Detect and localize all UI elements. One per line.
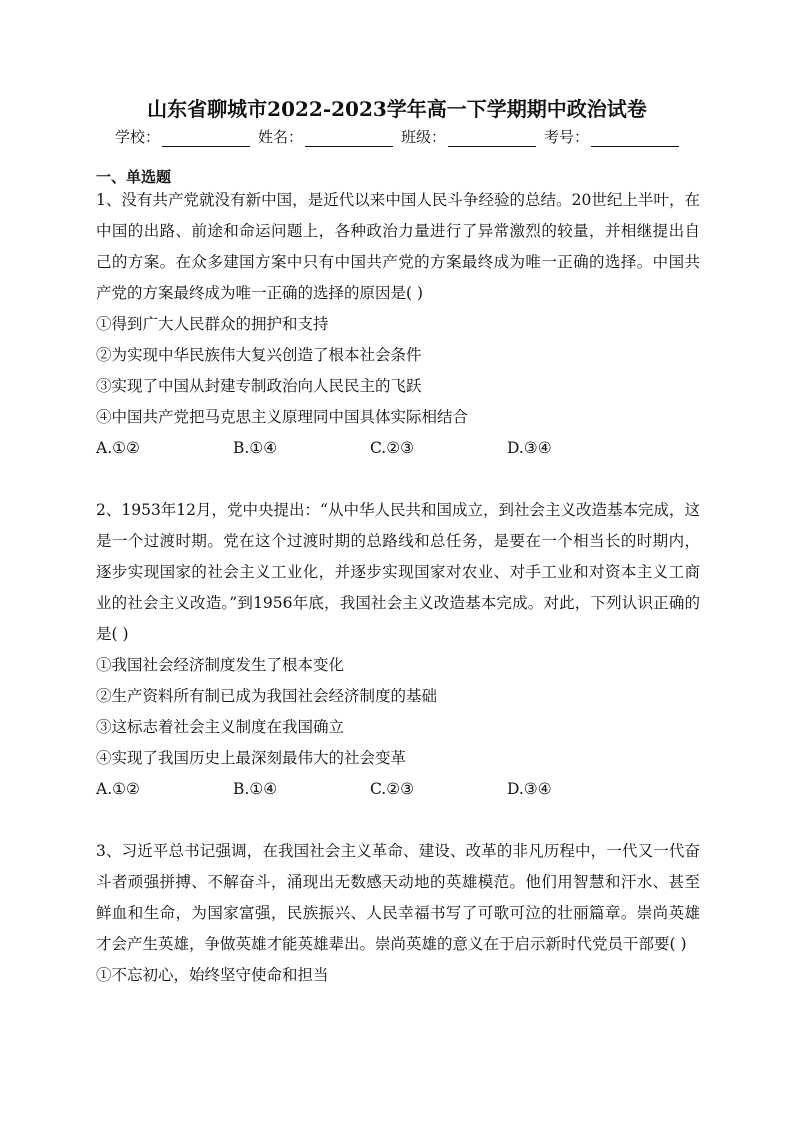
question-3-stem: 3、习近平总书记强调，在我国社会主义革命、建设、改革的非凡历程中，一代又一代奋斗者顽强拼搏、不解奋斗，涌现出无数感天动地的英雄模范。他们用智慧和汗水、甚至鲜血和生命，为国家富强，民族振兴、人民幸福书写了可歌可泣的壮丽篇章。崇尚英雄才会产生英雄，争做英雄才能英雄辈出。崇尚英雄的意义在于启示新时代党员干部要( )	[96, 842, 700, 953]
exam-number-field	[544, 127, 679, 147]
question-1-choice-a: A.①②	[96, 439, 140, 457]
question-1-option-3: ③实现了中国从封建专制政治向人民民主的飞跃	[96, 377, 422, 395]
question-1-choice-d: D.③④	[507, 439, 552, 457]
question-1-stem: 1、没有共产党就没有新中国，是近代以来中国人民斗争经验的总结。20世纪上半叶，在中国的出路、前途和命运问题上，各种政治力量进行了异常激烈的较量，并相继提出自己的方案。在众多建国方案中只有中国共产党的方案最终成为唯一正确的选择。中国共产党的方案最终成为唯一正确的选择的原因是( )	[96, 191, 700, 302]
exam-number-blank	[591, 130, 679, 147]
question-2-choice-d: D.③④	[507, 780, 552, 798]
question-1	[96, 185, 700, 464]
name-field	[258, 127, 393, 147]
question-1-option-2: ②为实现中华民族伟大复兴创造了根本社会条件	[96, 346, 422, 364]
spacer	[96, 464, 700, 495]
student-info-row	[0, 127, 794, 147]
question-2-option-4: ④实现了我国历史上最深刻最伟大的社会变革	[96, 749, 407, 767]
school-label: 学校：	[114, 128, 160, 146]
question-2-choice-a: A.①②	[96, 780, 140, 798]
question-2-choice-b: B.①④	[233, 780, 278, 798]
question-2-stem: 2、1953年12月，党中央提出：“从中华人民共和国成立，到社会主义改造基本完成，这是一个过渡时期。党在这个过渡时期的总路线和总任务，是要在一个相当长的时期内，逐步实现国家的社会主义工业化，并逐步实现国家对农业、对手工业和对资本主义工商业的社会主义改造。”到1956年底，我国社会主义改造基本完成。对此，下列认识正确的是( )	[96, 501, 700, 643]
name-blank	[305, 130, 393, 147]
question-1-choice-b: B.①④	[233, 439, 278, 457]
question-2-choice-c: C.②③	[370, 780, 415, 798]
section-title: 一、单选题	[96, 168, 172, 186]
question-1-option-4: ④中国共产党把马克思主义原理同中国具体实际相结合	[96, 408, 469, 426]
exam-number-label: 考号：	[544, 128, 590, 146]
question-3-option-1: ①不忘初心，始终坚守使命和担当	[96, 966, 329, 984]
question-1-option-1: ①得到广大人民群众的拥护和支持	[96, 315, 329, 333]
question-2-option-1: ①我国社会经济制度发生了根本变化	[96, 656, 345, 674]
question-list	[96, 185, 700, 991]
class-blank	[448, 130, 536, 147]
name-label: 姓名：	[257, 128, 303, 146]
class-field	[401, 127, 536, 147]
exam-title: 山东省聊城市2022-2023学年高一下学期期中政治试卷	[147, 97, 647, 121]
question-2-choices	[96, 774, 700, 805]
question-1-choices	[96, 433, 700, 464]
school-field	[115, 127, 250, 147]
question-1-choice-c: C.②③	[370, 439, 415, 457]
question-3	[96, 836, 700, 991]
question-2-option-2: ②生产资料所有制已成为我国社会经济制度的基础	[96, 687, 438, 705]
question-2-option-3: ③这标志着社会主义制度在我国确立	[96, 718, 345, 736]
school-blank	[162, 130, 250, 147]
question-2	[96, 495, 700, 805]
class-label: 班级：	[401, 128, 447, 146]
spacer	[96, 805, 700, 836]
